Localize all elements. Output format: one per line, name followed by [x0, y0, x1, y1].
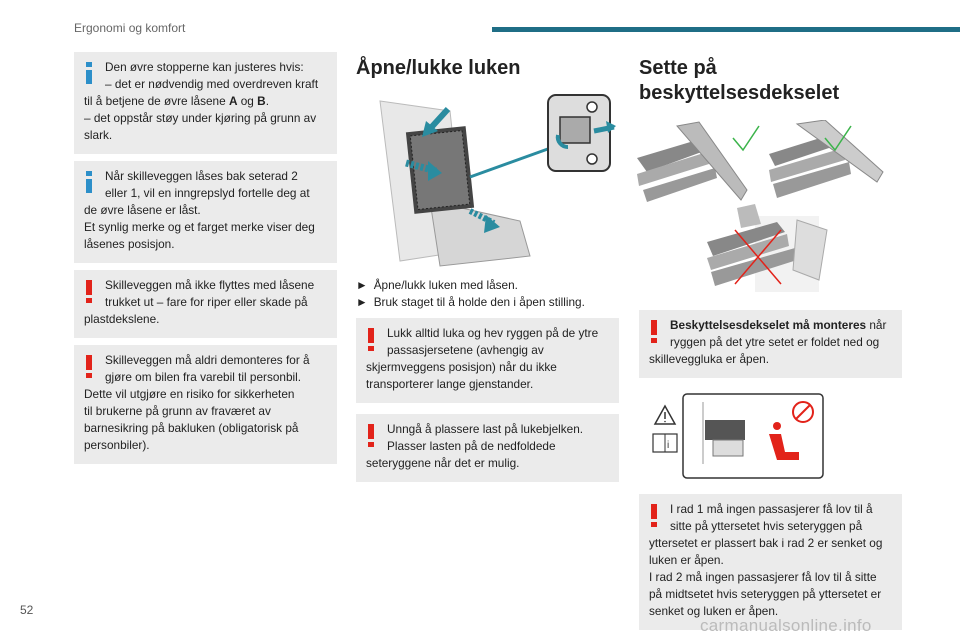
list-item: ► Åpne/lukk luken med låsen. [356, 278, 518, 292]
text-line: yttersetet er plassert bak i rad 2 er senket og [649, 536, 883, 550]
warning-box-move [74, 270, 337, 338]
seat-image-incorrect [707, 204, 827, 292]
text-line: seteryggene når det er mulig. [366, 456, 520, 470]
warning-icon [86, 355, 92, 377]
seat-image-correct-2 [769, 120, 883, 198]
warning-icon [368, 424, 374, 446]
text-line: på midtsetet hvis seteryggen på yttersetet er [649, 587, 882, 601]
text-line: ryggen på det ytre setet er foldet ned og [670, 335, 880, 349]
watermark-logo[interactable]: carmanualsonline.info [700, 616, 872, 635]
text-line: plastdekslene. [84, 312, 160, 326]
warning-box-passengers [639, 494, 902, 630]
text-line: senket og luken er åpen. [649, 604, 779, 618]
text-line: personbiler). [84, 438, 150, 452]
pictogram-label [643, 390, 902, 482]
text-line: trukket ut – fare for riper eller skade på [105, 295, 308, 309]
text-line: til å betjene de øvre låsene A og B. [84, 94, 269, 108]
info-icon [86, 62, 92, 84]
text-line: Den øvre stopperne kan justeres hvis: [105, 60, 304, 74]
text-line: passasjersetene (avhengig av [387, 343, 544, 357]
text-line: de øvre låsene er låst. [84, 203, 201, 217]
text-line: gjøre om bilen fra varebil til personbil. [105, 370, 302, 384]
header-title: Ergonomi og komfort [74, 21, 186, 35]
column-2 [356, 52, 619, 489]
svg-text:i: i [667, 440, 670, 451]
text-line: I rad 2 må ingen passasjerer få lov til å sitte [649, 570, 877, 584]
warning-icon [651, 320, 657, 342]
text-line: Plasser lasten på de nedfoldede [387, 439, 556, 453]
text-line: – det oppstår støy under kjøring på grunn av slark. [84, 111, 317, 142]
info-icon [86, 171, 92, 193]
text-line: Beskyttelsesdekselet må monteres når [670, 318, 887, 332]
check-icon [733, 126, 759, 150]
text-line: Dette vil utgjøre en risiko for sikkerheten [84, 387, 295, 401]
warning-icon [651, 504, 657, 526]
text-line: skjermveggens posisjon) når du ikke [366, 360, 557, 374]
text-line: til brukerne på grunn av fraværet av [84, 404, 271, 418]
text-line: barnesikring på bakluken (obligatorisk på [84, 421, 299, 435]
text-line: I rad 1 må ingen passasjerer få lov til å [670, 502, 873, 516]
column-3 [639, 52, 902, 637]
text-line: Et synlig merke og et farget merke viser deg låsenes posisjon. [84, 220, 315, 251]
text-line: transporterer lange gjenstander. [366, 377, 534, 391]
text-line: Skilleveggen må aldri demonteres for å [105, 353, 310, 367]
warning-box-mount-cover [639, 310, 902, 378]
seat-image-correct-1 [637, 122, 747, 202]
column-1 [74, 52, 337, 471]
warning-icon [368, 328, 374, 350]
list-item: ► Bruk staget til å holde den i åpen stilling. [356, 295, 585, 309]
page-number: 52 [20, 603, 34, 617]
manual-icon [653, 406, 677, 452]
section-heading: Åpne/lukke luken [356, 57, 521, 79]
cover-illustration [637, 120, 902, 300]
text-line: skilleveggluka er åpen. [649, 352, 770, 366]
text-line: luken er åpen. [649, 553, 724, 567]
warning-box-dismantle [74, 345, 337, 464]
text-line: Unngå å plassere last på lukebjelken. [387, 422, 584, 436]
warning-icon [86, 280, 92, 302]
text-line: Lukk alltid luka og hev ryggen på de ytre [387, 326, 599, 340]
info-box-locking [74, 161, 337, 263]
header-accent-bar [492, 27, 960, 32]
hatch-illustration [370, 91, 619, 269]
info-box-stoppers [74, 52, 337, 154]
text-line: eller 1, vil en inngrepslyd fortelle deg at [105, 186, 310, 200]
warning-box-close-hatch [356, 318, 619, 403]
text-line: – det er nødvendig med overdreven kraft [105, 77, 319, 91]
warning-box-load [356, 414, 619, 482]
text-line: Skilleveggen må ikke flyttes med låsene [105, 278, 315, 292]
text-line: Når skilleveggen låses bak seterad 2 [105, 169, 298, 183]
text-line: sitte på yttersetet hvis seteryggen på [670, 519, 863, 533]
section-heading: Sette på beskyttelsesdekselet [639, 57, 840, 104]
